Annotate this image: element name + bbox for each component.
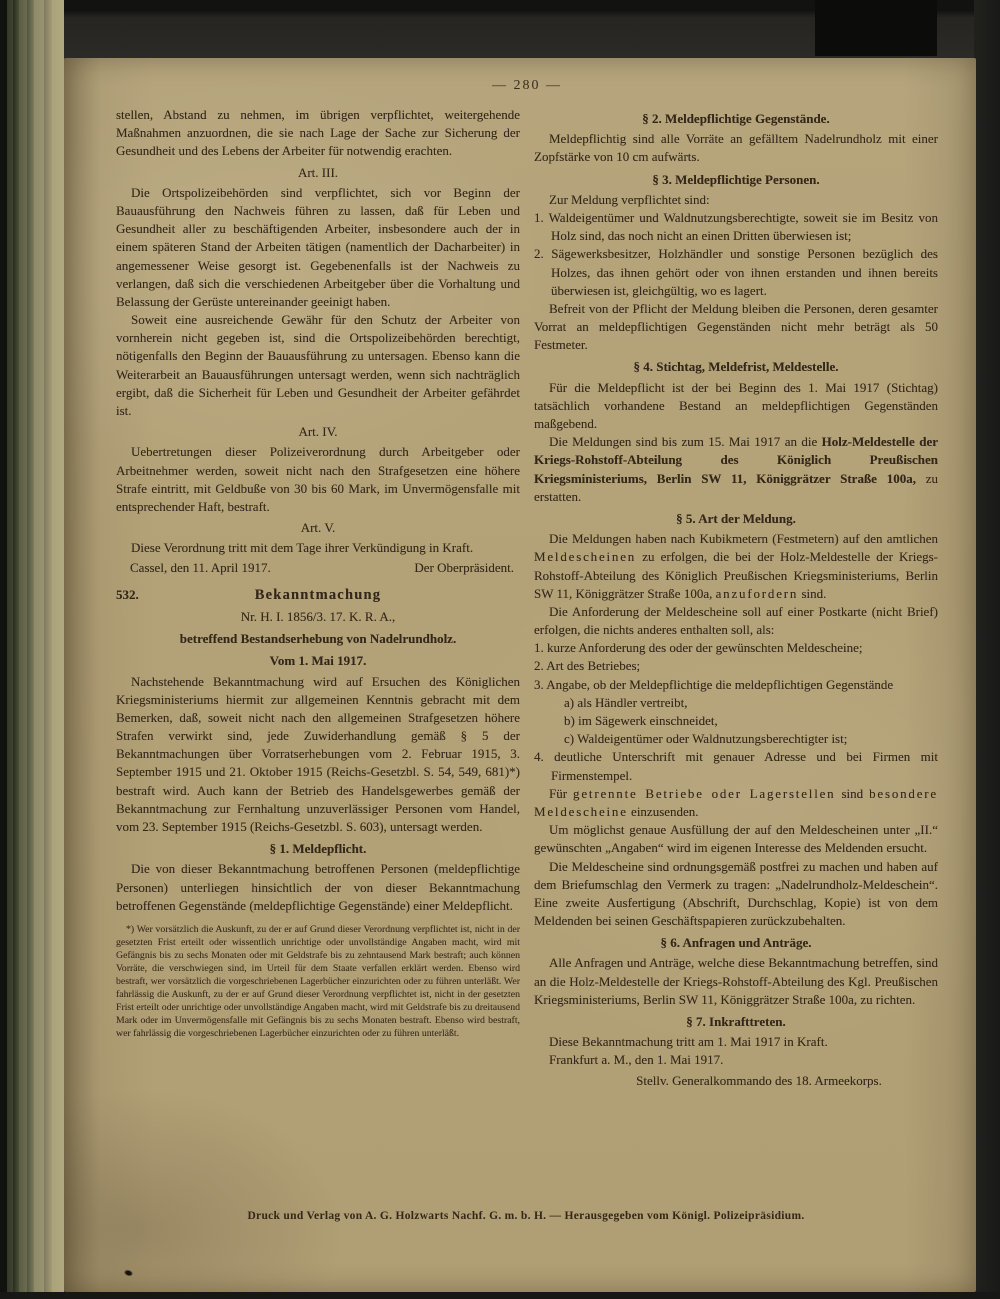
page-number: — 280 — [492, 78, 562, 93]
section-5-paragraph-3 [534, 785, 938, 821]
section-5-paragraph-5: Die Meldescheine sind ordnungsgemäß postfrei zu machen und haben auf dem Briefumschlag den Vermerk zu tragen: „Nadelrundholz-Meldeschein“. Eine zweite Ausfertigung (Abschrift, Durchschlag, Kopie) ist von dem Meldenden bei seinen Geschäftspapieren zurückzubehalten. [534, 858, 938, 929]
spaced-text-run: Meldescheinen [534, 549, 637, 565]
notice-title: Bekanntmachung [254, 586, 382, 603]
section-6-paragraph: Alle Anfragen und Anträge, welche diese Bekanntmachung betreffen, sind an die Holz-Meldestelle der Kriegs-Rohstoff-Abteilung des Kgl. Preußischen Kriegsministeriums, Berlin SW 11, Königgrätzer Straße 100a, zu richten. [534, 955, 938, 1007]
article-3-paragraph-2: Soweit eine ausreichende Gewähr für den Schutz der Arbeiter von vornherein nicht gegeben ist, sind die Ortspolizeibehörden berechtigt, nötigenfalls den Beginn der Bauausführung zu untersagen. Ebenso kann die Weiterarbeit an Bauausführungen untersagt werden, wenn sich nachträglich ergibt, daß die Sicherheit für Leben und Gesundheit der Arbeiter gefährdet ist. [116, 312, 520, 418]
page-content [116, 78, 938, 1090]
notice-number: 532. [116, 586, 139, 602]
spaced-text-run: besondere Meldescheine [534, 785, 938, 819]
spaced-text-run: getrennte Betriebe oder Lagerstellen [573, 785, 836, 801]
notice-intro-paragraph: Nachstehende Bekanntmachung wird auf Ersuchen des Königlichen Kriegsministeriums hiermit zur allgemeinen Kenntnis gebracht mit dem Bemerken, daß, soweit nicht nach den allgemeinen Strafgesetzen höhere Strafen verwirkt sind, jede Zuwiderhandlung gemäß § 5 der Bekanntmachungen über Vorratserhebungen vom 2. Februar 1915, 3. September 1915 und 21. Oktober 1915 (Reichs-Gesetzbl. S. 54, 549, 681)*) bestraft wird. Auch kann der Betrieb des Handelsgewerbes gemäß der Bekanntmachung zur Fernhaltung unzuverlässiger Personen vom Handel, vom 23. September 1915 (Reichs-Gesetzbl. S. 603), untersagt werden. [116, 673, 520, 835]
section-4-paragraph-1: Für die Meldepflicht ist der bei Beginn des 1. Mai 1917 (Stichtag) tatsächlich vorhandene Bestand an meldepflichtigen Gegenständen maßgebend. [534, 379, 938, 431]
article-4-heading: Art. IV. [298, 424, 338, 440]
section-7-heading: § 7. Inkrafttreten. [686, 1014, 786, 1029]
section-5-list-item-1: 1. kurze Anforderung des oder der gewünschten Meldescheine; [534, 640, 863, 656]
section-5-list-item-4: 4. deutliche Unterschrift mit genauer Adresse und bei Firmen mit Firmenstempel. [534, 749, 938, 783]
section-5-paragraph-4: Um möglichst genaue Ausfüllung der auf den Meldescheinen unter „II.“ gewünschten „Angaben“ wird im eigenen Interesse des Meldenden ersucht. [534, 822, 938, 856]
section-3-list-item-2: 2. Sägewerksbesitzer, Holzhändler und sonstige Personen bezüglich des Holzes, das ihnen gehört oder von ihnen erstanden und ihnen bereits überwiesen ist, gleichgültig, wo es lagert. [534, 246, 938, 298]
article-4-paragraph: Uebertretungen dieser Polizeiverordnung durch Arbeitgeber oder Arbeitnehmer werden, soweit nicht nach den Strafgesetzen eine höhere Strafe eintritt, mit Geldbuße von 30 bis 60 Mark, im Unvermögensfalle mit entsprechender Haft, bestraft. [116, 444, 520, 514]
closing-signature: Stellv. Generalkommando des 18. Armeekorps. [636, 1072, 882, 1088]
scanner-background-bottom [0, 1292, 1000, 1299]
section-5-list-item-3a: a) als Händler vertreibt, [564, 694, 688, 710]
section-5-list-item-2: 2. Art des Betriebes; [534, 658, 641, 674]
notice-date: Vom 1. Mai 1917. [269, 653, 367, 669]
signature-office: Der Oberpräsident. [414, 559, 514, 575]
section-3-list-item-1: 1. Waldeigentümer und Waldnutzungsberechtigte, soweit sie im Besitz von Holz sind, das noch nicht an einen Dritten überwiesen ist; [534, 209, 938, 244]
section-5-list-item-3b: b) im Sägewerk einschneidet, [564, 713, 718, 728]
text-run: zu erstatten. [534, 470, 938, 504]
bold-text-run: Holz-Meldestelle der Kriegs-Rohstoff-Abteilung des Königlich Preußischen Kriegsministeriums, Berlin SW 11, Königgrätzer Straße 100a, [534, 434, 938, 486]
article-5-paragraph: Diese Verordnung tritt mit dem Tage ihrer Verkündigung in Kraft. [131, 540, 474, 556]
two-column-layout [116, 106, 938, 1090]
section-4-heading: § 4. Stichtag, Meldefrist, Meldestelle. [633, 359, 839, 375]
text-run: Die Meldungen haben nach Kubikmetern (Festmetern) auf den amtlichen [549, 531, 938, 547]
spaced-text-run: anzufordern [715, 585, 799, 601]
text-run: sind. [798, 585, 827, 601]
article-3-heading: Art. III. [297, 164, 339, 180]
section-5-heading: § 5. Art der Meldung. [676, 510, 796, 526]
footnote: *) Wer vorsätzlich die Auskunft, zu der er auf Grund dieser Verordnung verpflichtet ist, nicht in der gesetzten Frist erteilt oder wissentlich unrichtige oder unvollständige Angaben macht, wird mit Gefängnis bis zu sechs Monaten oder mit Geldstrafe bis zu zehntausend Mark bestraft; auch können Vorräte, die verschwiegen sind, im Urteil für dem Staate verfallen erklärt werden. Ebenso wird bestraft, wer vorsätzlich die vorgeschriebenen Lagerbücher einzurichten oder zu führen unterläßt. Wer fahrlässig die Auskunft, zu der er auf Grund dieser Verordnung verpflichtet ist, nicht in der gesetzten Frist erteilt oder unrichtige oder unvollständige Angaben macht, wird mit Geldstrafe bis zu dreitausend Mark oder im Unvermögensfalle mit Gefängnis bis zu sechs Monaten bestraft. Ebenso wird bestraft, wer fahrlässig die vorgeschriebenen Lagerbücher einzurichten oder zu führen unterläßt. [116, 923, 520, 1040]
notice-heading [116, 585, 520, 605]
section-7-paragraph-1: Diese Bekanntmachung tritt am 1. Mai 1917 in Kraft. [549, 1034, 828, 1050]
section-2-paragraph: Meldepflichtig sind alle Vorräte an gefälltem Nadelrundholz mit einer Zopfstärke von 10 cm aufwärts. [534, 131, 938, 165]
section-4-paragraph-2 [534, 433, 938, 506]
imprint-line: Druck und Verlag von A. G. Holzwarts Nachf. G. m. b. H. — Herausgegeben vom Königl. Polizeipräsidium. [247, 1210, 805, 1222]
column-right [534, 106, 938, 1090]
section-5-paragraph-2: Die Anforderung der Meldescheine soll auf einer Postkarte (nicht Brief) erfolgen, die nichts anderes enthalten soll, als: [534, 603, 938, 638]
signature-line [116, 559, 520, 577]
scanner-background-right [974, 0, 1000, 1299]
section-5-paragraph-1 [534, 530, 938, 603]
signature-place-date: Cassel, den 11. April 1917. [130, 559, 271, 575]
notice-reference: Nr. H. I. 1856/3. 17. K. R. A., [240, 608, 396, 624]
section-3-heading: § 3. Meldepflichtige Personen. [652, 171, 820, 187]
text-run: zu erfolgen, die bei der Holz-Meldestelle der Kriegs-Rohstoff-Abteilung des Königlich Preußischen Kriegsministeriums, Berlin SW 11, Königgrätzer Straße 100a, [534, 549, 938, 601]
section-3-intro: Zur Meldung verpflichtet sind: [549, 191, 710, 207]
section-5-list-item-3c: c) Waldeigentümer oder Waldnutzungsberechtigter ist; [564, 731, 848, 747]
column-left [116, 106, 520, 1040]
section-5-list-item-3: 3. Angabe, ob der Meldepflichtige die meldepflichtigen Gegenstände [534, 676, 894, 692]
text-run: Für [549, 785, 574, 801]
section-2-heading: § 2. Meldepflichtige Gegenstände. [642, 111, 830, 126]
section-1-heading: § 1. Meldepflicht. [269, 841, 367, 857]
paper-page [64, 58, 976, 1292]
paragraph-continued: stellen, Abstand zu nehmen, im übrigen verpflichtet, weitergehende Maßnahmen anzuordnen, die sie nach Lage der Sache zur Sicherung der Gesundheit und des Lebens der Arbeiter für notwendig erachten. [116, 107, 520, 159]
text-run: sind [835, 785, 870, 801]
section-7-paragraph-2: Frankfurt a. M., den 1. Mai 1917. [549, 1052, 724, 1068]
book-binding-edge [0, 0, 64, 1299]
section-6-heading: § 6. Anfragen und Anträge. [660, 935, 812, 951]
scanner-background-top-right [815, 0, 937, 56]
section-3-paragraph-2: Befreit von der Pflicht der Meldung bleiben die Personen, deren gesamter Vorrat an meldepflichtigen Gegenständen nicht mehr beträgt als 50 Festmeter. [534, 300, 938, 353]
text-run: Die Meldungen sind bis zum 15. Mai 1917 an die [549, 434, 822, 450]
article-5-heading: Art. V. [300, 520, 336, 536]
text-run: einzusenden. [627, 803, 699, 819]
section-1-paragraph: Die von dieser Bekanntmachung betroffenen Personen (meldepflichtige Personen) unterliegen hinsichtlich der von dieser Bekanntmachung betroffenen Gegenstände (meldepflichtige Gegenstände) einer Meldepflicht. [116, 861, 520, 913]
notice-subtitle: betreffend Bestandserhebung von Nadelrundholz. [179, 631, 457, 647]
article-3-paragraph-1: Die Ortspolizeibehörden sind verpflichtet, sich vor Beginn der Bauausführung den Nachweis führen zu lassen, daß für Leben und Gesundheit aller zu beschäftigenden Arbeiter, insbesondere auch der in einem späteren Stand der Arbeiten tätigen (namentlich der Dacharbeiter) in angemessener Weise gesorgt ist. Gegebenenfalls ist der Nachweis zu verlangen, daß sich die verschiedenen Arbeitgeber über die Vorhaltung und Belassung der Gerüste untereinander geeinigt haben. [116, 184, 520, 309]
ink-speck [123, 1269, 133, 1277]
